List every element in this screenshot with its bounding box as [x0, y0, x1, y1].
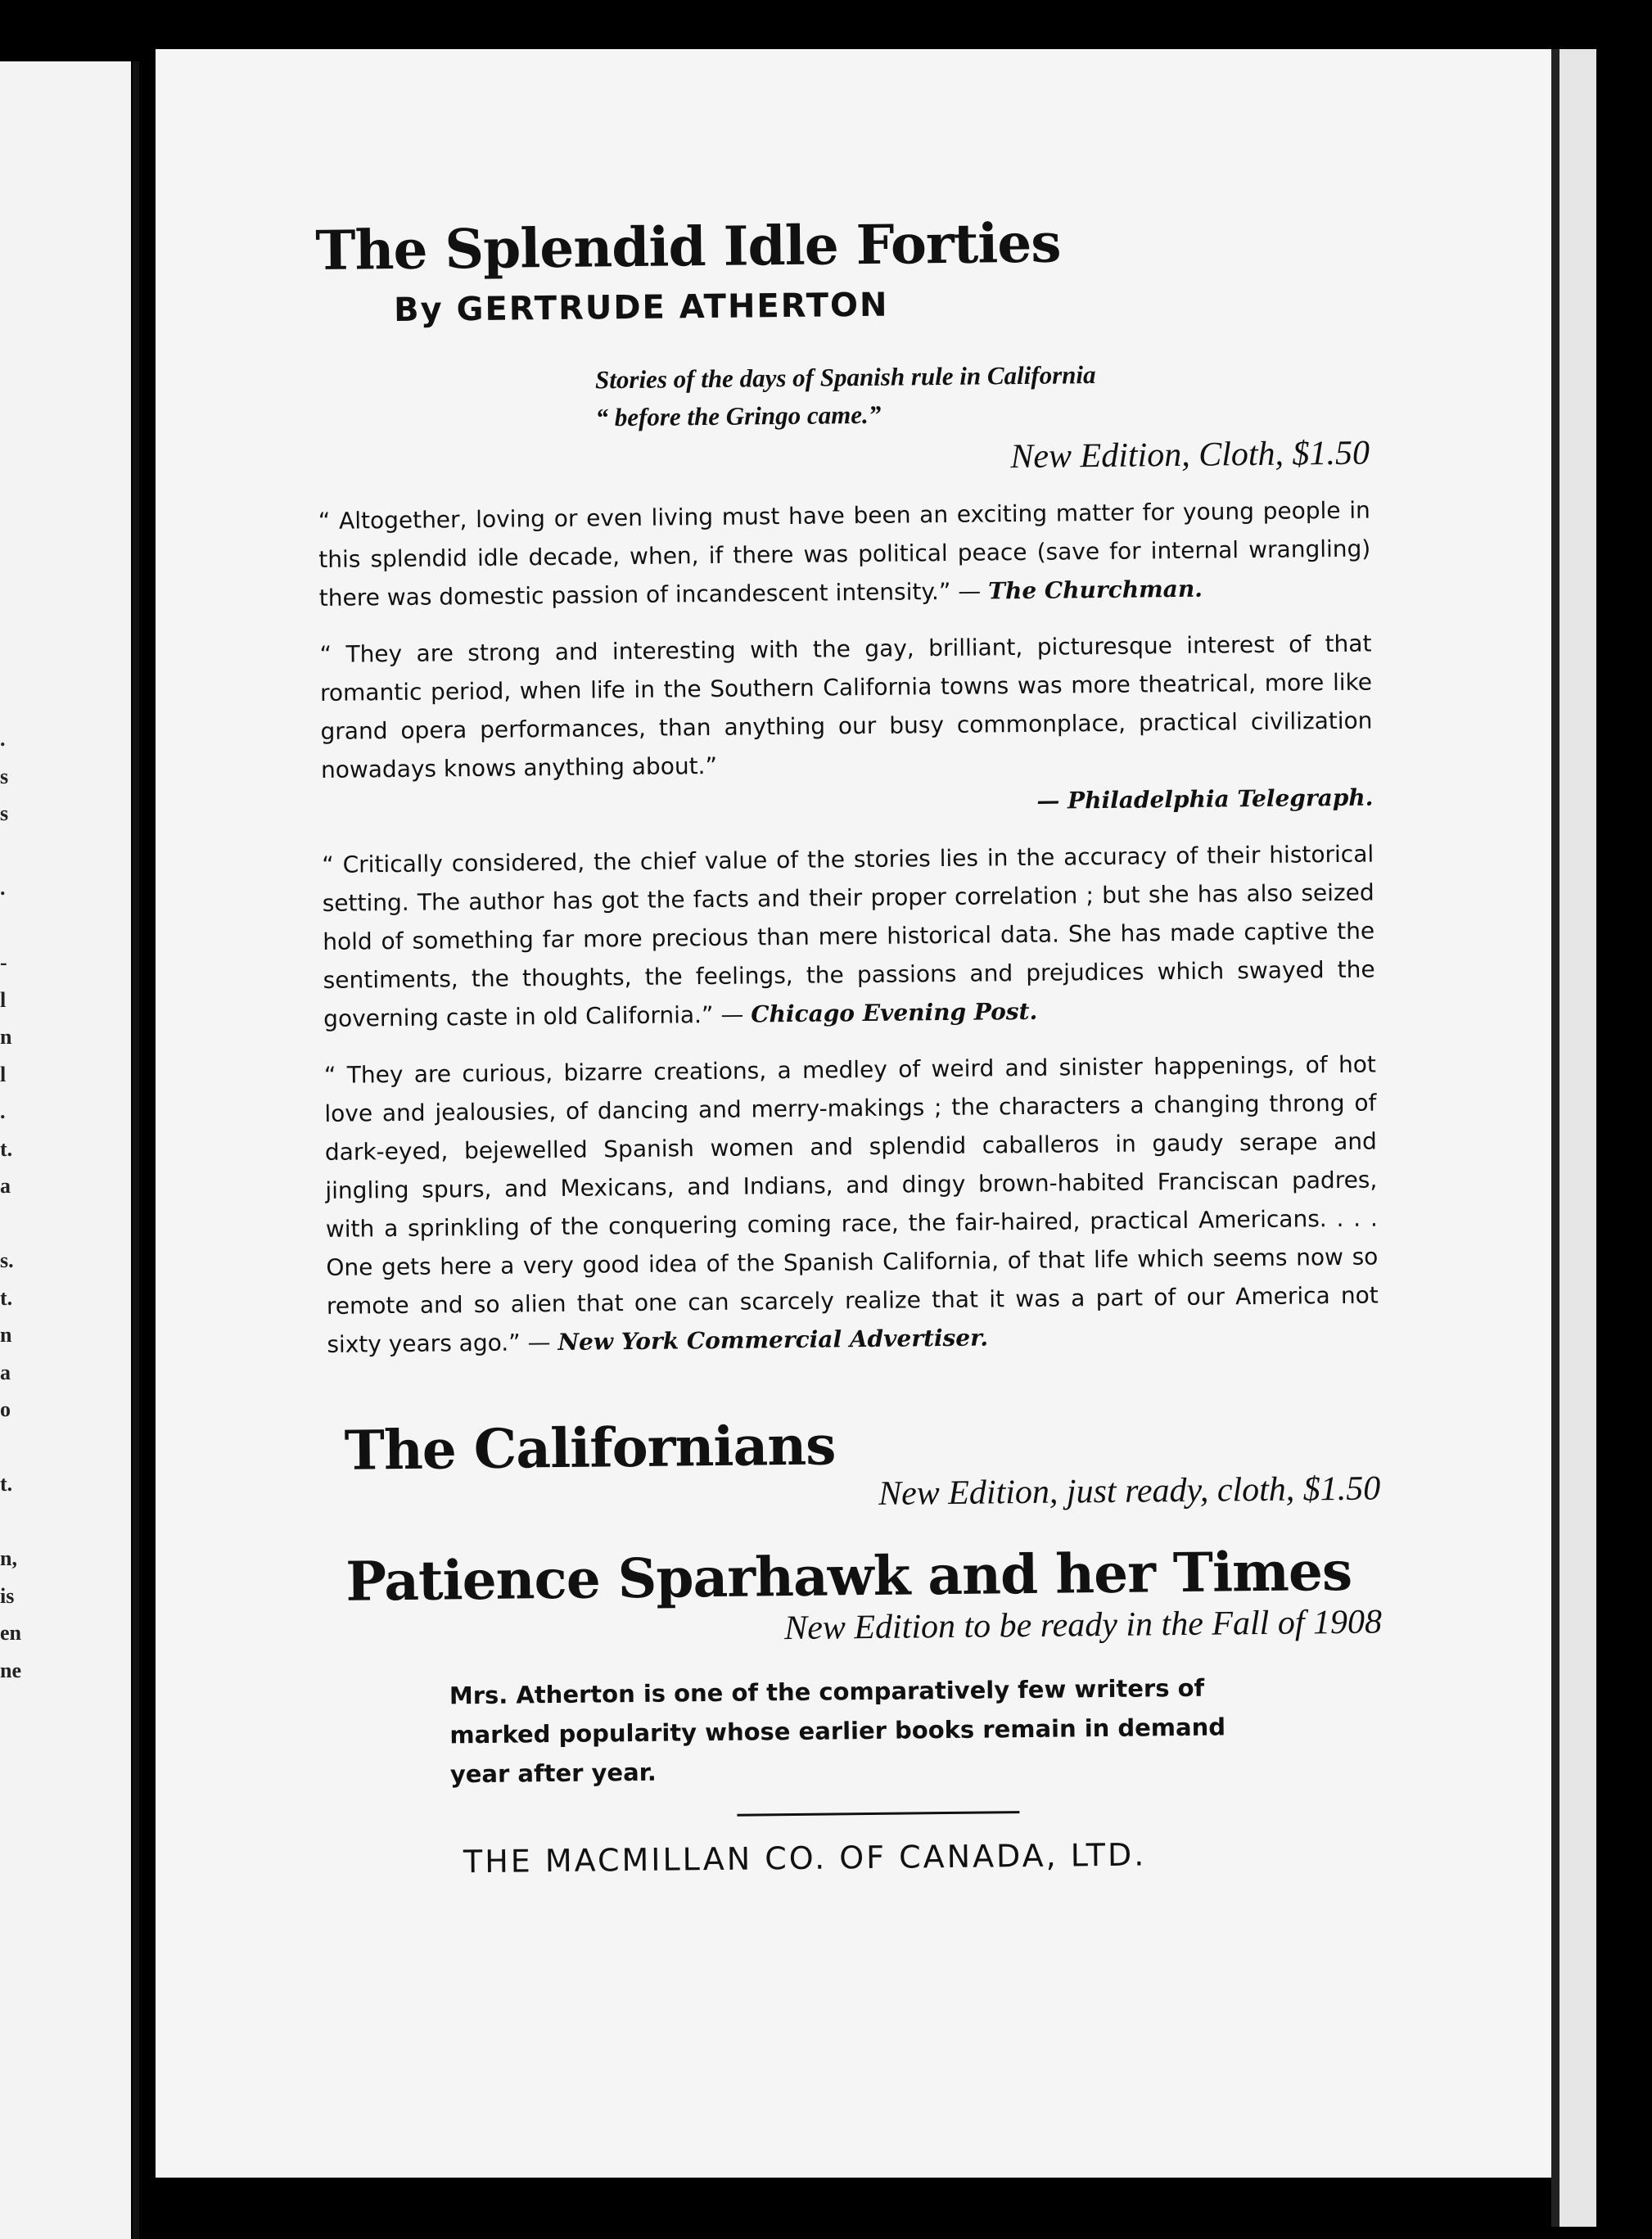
review-source: — Philadelphia Telegraph. [1036, 783, 1374, 815]
author-popularity-note: Mrs. Atherton is one of the comparatively few writers of marked popularity whose earlier books remain in demand year after year. [449, 1673, 1226, 1789]
margin-fragment: s [0, 801, 9, 825]
margin-fragment [0, 1429, 33, 1466]
margin-fragment: is [0, 1583, 15, 1608]
advertisement [315, 210, 1384, 1881]
review-source: New York Commercial Advertiser. [557, 1324, 989, 1356]
edition-note: New Edition to be ready in the Fall of 1908 [783, 1603, 1383, 1647]
margin-fragment: a [0, 1360, 11, 1384]
margin-fragment [0, 1205, 33, 1243]
publisher-name: THE MACMILLAN CO. OF CANADA, LTD. [463, 1836, 1147, 1880]
margin-fragment [0, 833, 33, 870]
book-subtitle: Stories of the days of Spanish rule in California “ before the Gringo came.” [594, 359, 1096, 432]
book-title-patience-sparhawk: Patience Sparhawk and her Times [345, 1539, 1352, 1614]
margin-fragment: - [0, 950, 7, 974]
margin-fragment: . [0, 727, 6, 751]
book-title-splendid-idle-forties: The Splendid Idle Forties [314, 210, 1061, 282]
margin-fragment: l [0, 987, 7, 1012]
margin-fragment: en [0, 1621, 21, 1645]
edition-price: New Edition, just ready, cloth, $1.50 [878, 1469, 1381, 1514]
page-edge [1559, 49, 1596, 2227]
margin-fragment: a [0, 1174, 11, 1198]
review-text: “ Critically considered, the chief value of the stories lies in the accuracy of their historical setting. The author has got the facts and their proper correlation ; but she has also seized hold of something far more precious than mere historical data. She has made captive the sentiments, the thoughts, the feelings, the passions and prejudices which swayed the governing caste in old California.” — [322, 840, 1375, 1032]
margin-fragment: o [0, 1397, 11, 1421]
margin-fragment: l [0, 1062, 7, 1086]
edition-price: New Edition, Cloth, $1.50 [1010, 434, 1370, 476]
margin-fragment: . [0, 876, 6, 900]
gutter [133, 61, 139, 2239]
margin-fragment: n [0, 1323, 12, 1347]
review-chicago-evening-post [322, 834, 1375, 1037]
margin-fragment: ne [0, 1658, 21, 1682]
margin-fragment: t. [0, 1136, 13, 1161]
margin-fragment: n [0, 1025, 12, 1049]
author-line: By GERTRUDE ATHERTON [393, 286, 889, 329]
review-source: Chicago Evening Post. [751, 997, 1038, 1028]
review-text: “ They are curious, bizarre creations, a medley of weird and sinister happenings, of hot love and jealousies, of dancing and merry-makings ; the characters a changing throng of dark-eyed, bejewelled Spanish women and splendid caballeros in gaudy serape and jingling spurs, and Mexicans, and Indians, and dingy brown-habited Franciscan padres, with a sprinkling of the conquering coming race, the fair-haired, practical Americans. . . . One gets here a very good idea of the Spanish California, of that life which seems now so remote and so alien that one can scarcely realize that it was a part of our America not sixty years ago.” — [323, 1050, 1379, 1358]
margin-fragment: s. [0, 1248, 14, 1272]
margin-fragment [0, 1503, 33, 1541]
margin-fragment [0, 907, 33, 945]
review-source: The Churchman. [987, 575, 1203, 605]
margin-fragment: s [0, 764, 9, 788]
divider [737, 1811, 1019, 1817]
review-new-york-commercial-advertiser [324, 1045, 1379, 1363]
margin-fragment: n, [0, 1546, 17, 1570]
review-churchman [318, 490, 1371, 616]
margin-fragment: t. [0, 1472, 13, 1496]
margin-fragment: . [0, 1099, 6, 1123]
review-text: “ They are strong and interesting with the gay, brilliant, picturesque interest of that romantic period, when life in the Southern California towns was more theatrical, more like grand opera performances, than anything our busy commonplace, practical civilization nowadays knows anything about.” [319, 630, 1373, 783]
review-philadelphia-telegraph [319, 624, 1373, 827]
book-title-californians: The Californians [344, 1413, 836, 1483]
review-text: “ Altogether, loving or even living must have been an exciting matter for young people in this splendid idle decade, when, if there was political peace (save for internal wrangling) there was domestic passion of incandescent intensity.” — [318, 496, 1371, 612]
margin-fragment: t. [0, 1285, 13, 1310]
facing-page-text-fragments [0, 720, 33, 1689]
